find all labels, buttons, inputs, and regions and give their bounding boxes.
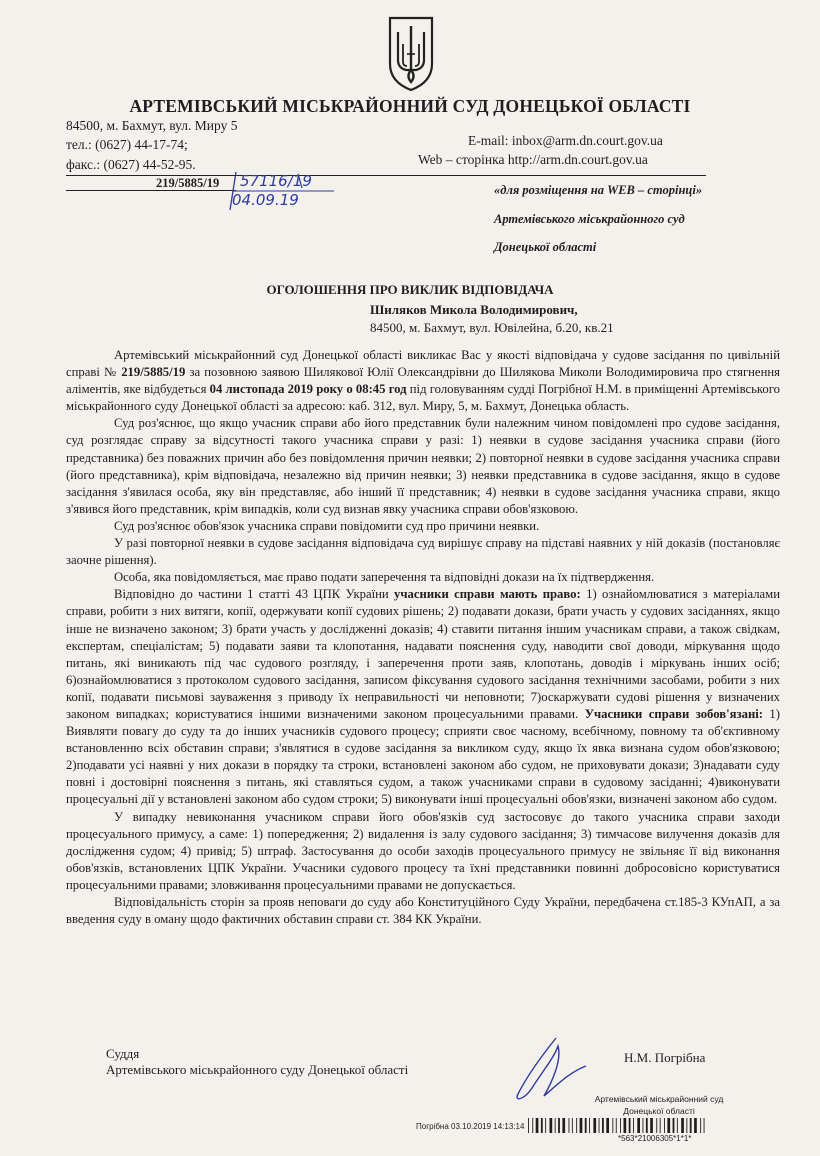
court-email: E-mail: inbox@arm.dn.court.gov.ua [468, 133, 663, 148]
rights-list: 1) ознайомлюватися з матеріалами справи, робити з них витяги, копії, одержувати копії судових рішень; 2) подавати докази, брати участь у судових засіданнях, якщо інше не визначено законом; 3) брати участь у дослідженні доказів; 4) ставити питання іншим учасникам справи, а також свідкам, експертам, спеціалістам; 5) подавати заяви та клопотання, надавати пояснення суду, наводити свої доводи, міркування щодо питань, які виникають під час судового розгляду, і заперечення проти заяв, клопотань, доводів і міркувань інших осіб; 6)ознайомлюватися з протоколом судового засідання, записом фіксування судового засідання технічними засобами, робити з них копії, подавати письмові зауваження з приводу їх неправильності чи неповноти; 7)оскаржувати судові рішення у визначених законом випадках; користуватися іншими визначеними законом процесуальними правами. [66, 587, 780, 721]
paragraph-liability: Відповідальність сторін за прояв неповаги до суду або Конституційного Суду України, передбачена ст.185-3 КУпАП, а за введення суду в оману щодо фактичних обставин справи ст. 384 КК України. [66, 895, 780, 927]
paragraph-notify-duty: Суд роз'яснює обов'язок учасника справи повідомити суд про причини неявки. [114, 518, 540, 533]
barcode [528, 1118, 708, 1133]
summons-text-middle: за позовною заявою Шилякової Юлії Олександрівни до Шилякова Миколи Володимировича про стягнення аліментів, яке відбудеться [66, 365, 780, 397]
handwritten-reg-date: 04.09.19 [232, 191, 299, 209]
coat-of-arms-icon [386, 14, 436, 94]
stamp-region-line: Донецької області [623, 1106, 695, 1116]
paragraph-coercion: У випадку невиконання учасником справи його обов'язків суд застосовує до такого учасника справи заходи процесуального примусу, а саме: 1) попередження; 2) видалення із залу судового засідання; 3) тимчасове вилучення доказів для дослідження судом; 4) привід; 5) штраф. Застосування до особи заходів процесуального примусу не звільняє її від виконання обов'язків, встановлених ЦПК України. Учасники судового процесу та їхні представники повинні добросовісно користуватися процесуальними правами; зловживання процесуальними правами не допускається. [66, 809, 780, 892]
court-name-heading: АРТЕМІВСЬКИЙ МІСЬКРАЙОННИЙ СУД ДОНЕЦЬКОЇ ОБЛАСТІ [129, 96, 691, 116]
case-number-underline [66, 190, 236, 191]
outgoing-case-number: 219/5885/19 [156, 176, 220, 190]
duties-list: 1) Виявляти повагу до суду та до інших учасників судового процесу; сприяти своє часному, всебічному, повному та об'єктивному встановленню всіх обставин справи; з'являтися в судове засідання за викликом суду, якщо їх явка визнана судом обов'язковою; 2)подавати усі наявні у них докази в порядку та строки, встановлені законом або судом, не приховувати докази; 3)надавати суду повні і достовірні пояснення з питань, які ставляться судом, а також учасниками справи в судовому засіданні; 4)виконувати процесуальні дії у встановлені законом або судом строки; 5) виконувати інші процесуальні обов'язки, визначені законом або судом. [66, 706, 780, 807]
stamp-court-line: Артемівський міськрайонний суд [594, 1094, 724, 1104]
stamp-code: *563*21006305*1*1* [618, 1134, 692, 1143]
handwritten-signature [500, 1034, 590, 1104]
hearing-date: 04 листопада 2019 року о 08:45 год [209, 382, 407, 397]
paragraph-summons [66, 347, 780, 415]
handwritten-reg-number: 57116/19 [240, 172, 312, 190]
web-note-line1: «для розміщення на WEB – сторінці» [494, 183, 703, 197]
addressee-name: Шиляков Микола Володимирович, [370, 302, 578, 317]
paragraph-rights-duties [66, 586, 780, 808]
court-fax: факс.: (0627) 44-52-95. [66, 157, 196, 172]
court-phone: тел.: (0627) 44-17-74; [66, 137, 188, 152]
judge-name: Н.М. Погрібна [624, 1050, 706, 1065]
signature-court: Артемівського міськрайонного суду Донецької області [106, 1062, 409, 1077]
web-note-line3: Донецької області [494, 240, 597, 254]
addressee-address: 84500, м. Бахмут, вул. Ювілейна, б.20, кв.21 [370, 320, 614, 335]
author-timestamp: Погрібна 03.10.2019 14:13:14 [416, 1122, 525, 1131]
paragraph-absence-rules: Суд роз'яснює, що якщо учасник справи або його представник були належним чином повідомлені про судове засідання, суд розглядає справу за відсутності такого учасника справи у разі: 1) неявки в судове засідання учасника справи (його представника) без поважних причин або без повідомлення причин неявки; 2) повторної неявки в судове засідання учасника справи (його представника), крім відповідача, незалежно від причин неявки; 3) неявки представника в судове засідання, якщо в судове засідання з'явилася особа, яку він представляє, або інший її представник; 4) неявки в судове засідання учасника справи, якщо з'явився його представник, крім випадків, коли суд визнав явку учасника справи обов'язковою. [66, 416, 780, 516]
paragraph-objection-right: Особа, яка повідомляється, має право подати заперечення та відповідні докази на їх підтвердження. [114, 570, 655, 585]
summons-text-end: під головуванням судді Погрібної Н.М. в приміщенні Артемівського міськрайонного суду Донецької області за адресою: каб. 312, вул. Миру, 5, м. Бахмут, Донецька область. [66, 382, 780, 414]
paragraph-repeat-absence: У разі повторної неявки в судове засідання відповідача суд вирішує справу на підставі наявних у ній доказів (постановляє заочне рішення). [66, 536, 780, 568]
summons-text-start: Артемівський міськрайонний суд Донецької області викликає Вас у якості відповідача у судове засідання по цивільній справі № [66, 348, 780, 380]
notice-title: ОГОЛОШЕННЯ ПРО ВИКЛИК ВІДПОВІДАЧА [266, 282, 554, 297]
court-address: 84500, м. Бахмут, вул. Миру 5 [66, 118, 238, 133]
court-website: Web – сторінка http://arm.dn.court.gov.ua [418, 152, 648, 167]
handwritten-slash-mark [228, 170, 336, 214]
web-note-line2: Артемівського міськрайонного суд [494, 212, 685, 226]
rights-heading: учасники справи мають право: [394, 587, 581, 602]
summons-case-number: 219/5885/19 [121, 365, 186, 380]
rights-intro: Відповідно до частини 1 статті 43 ЦПК України [114, 587, 395, 602]
signature-role: Суддя [106, 1046, 140, 1061]
duties-heading: Учасники справи зобов'язані: [584, 706, 764, 721]
notice-body [66, 347, 780, 928]
